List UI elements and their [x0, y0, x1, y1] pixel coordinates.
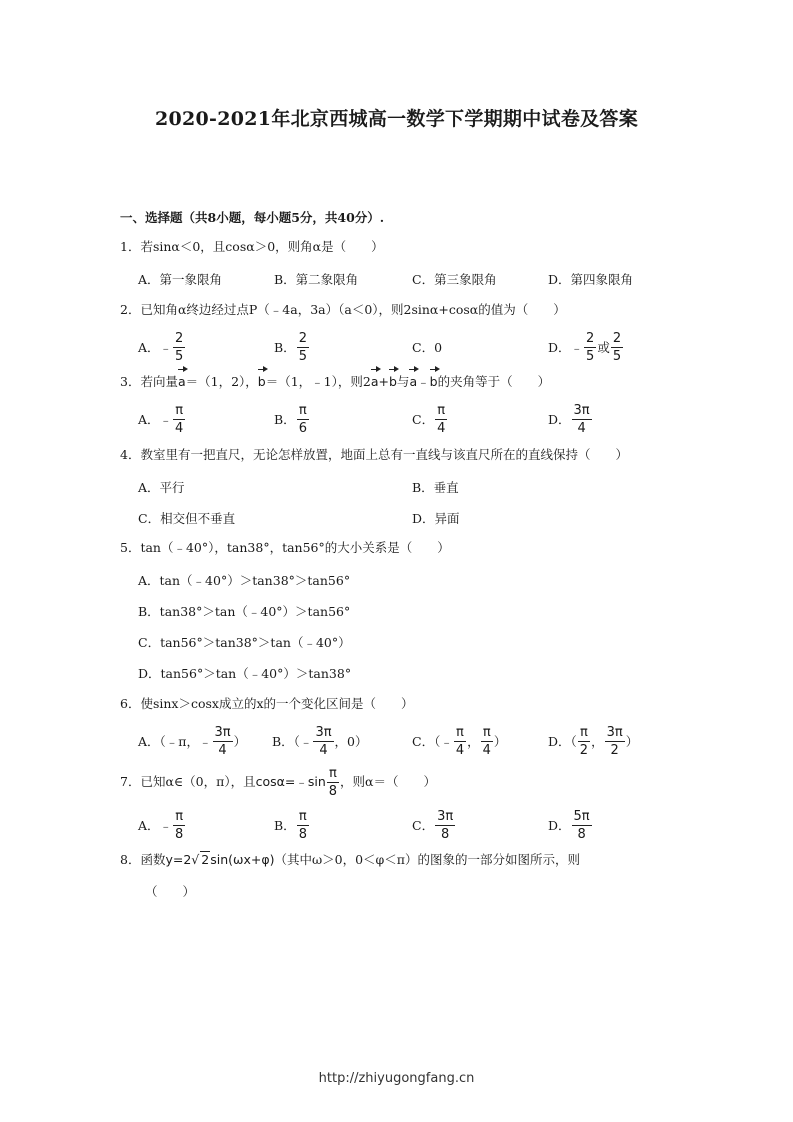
option-a: A．tan（﹣40°）＞tan38°＞tan56° [138, 573, 351, 588]
option-a: A．﹣ $\frac{\pi}{4}$ [138, 402, 184, 436]
option-b: B．（﹣ $\frac{3\pi}{4}$ ，0） [272, 724, 368, 758]
option-d: D．（ $\frac{\pi}{2}$ ， $\frac{3\pi}{2}$ ） [548, 724, 639, 758]
fraction: $\frac{\pi}{8}$ [298, 808, 307, 842]
sqrt-icon: √ [191, 852, 200, 867]
question-8-stem: 8．函数y=2√ 2sin(ωx+φ)（其中ω＞0，0＜φ＜π）的图象的一部分如图所示，则 [120, 852, 581, 867]
option-c: C．第三象限角 [412, 272, 497, 287]
option-b: B． $\frac{\pi}{8}$ [274, 808, 307, 842]
fraction: $\frac{2}{5}$ [298, 330, 307, 364]
vector-a: a [177, 374, 186, 389]
question-1-stem: 1．若sinα＜0，且cosα＞0，则角α是（ ） [120, 239, 384, 254]
option-d: D．异面 [412, 511, 460, 526]
fraction: $\frac{\pi}{4}$ [455, 724, 465, 758]
fraction: $\frac{2}{5}$ [612, 330, 622, 364]
option-b: B． $\frac{2}{5}$ [274, 330, 307, 364]
fraction: $\frac{3\pi}{2}$ [606, 724, 623, 758]
option-d: D．tan56°＞tan（﹣40°）＞tan38° [138, 666, 352, 681]
question-1-options [138, 270, 698, 288]
option-c: C．tan56°＞tan38°＞tan（﹣40°） [138, 635, 351, 650]
fraction: $\frac{\pi}{2}$ [579, 724, 589, 758]
question-4-options-row1 [138, 478, 698, 496]
question-4-options-row2 [138, 509, 698, 527]
option-b: B．垂直 [412, 480, 459, 495]
question-7-options [138, 805, 698, 845]
option-b: B． $\frac{\pi}{6}$ [274, 402, 307, 436]
vector-b: b [388, 374, 397, 389]
question-2-options [138, 327, 698, 367]
question-2-stem: 2．已知角α终边经过点P（﹣4a，3a）（a＜0），则2sinα+cosα的值为（ ） [120, 302, 566, 317]
option-c: C． $\frac{\pi}{4}$ [412, 402, 446, 436]
option-b: B．tan38°＞tan（﹣40°）＞tan56° [138, 604, 351, 619]
option-a: A． ﹣ $\frac{2}{5}$ [138, 330, 184, 364]
question-5-stem: 5．tan（﹣40°），tan38°，tan56°的大小关系是（ ） [120, 540, 450, 555]
option-a: A．（﹣π，﹣ $\frac{3\pi}{4}$ ） [138, 724, 247, 758]
option-d: D．第四象限角 [548, 272, 634, 287]
question-6-options [138, 721, 698, 761]
fraction: $\frac{5\pi}{8}$ [573, 808, 590, 842]
vector-a: a [370, 374, 379, 389]
fraction: $\frac{\pi}{4}$ [175, 402, 184, 436]
footer-url: http://zhiyugongfang.cn [318, 1071, 475, 1086]
fraction: $\frac{\pi}{4}$ [482, 724, 491, 758]
option-c: C．0 [412, 340, 443, 355]
question-6-stem: 6．使sinx＞cosx成立的x的一个变化区间是（ ） [120, 696, 414, 711]
vector-a: a [409, 374, 418, 389]
fraction: $\frac{2}{5}$ [175, 330, 184, 364]
fraction: $\frac{\pi}{4}$ [437, 402, 446, 436]
question-3-stem: 3．若向量a＝（1，2），b＝（1，﹣1），则2a+b与a﹣b的夹角等于（ ） [120, 374, 551, 389]
fraction: $\frac{2}{5}$ [586, 330, 595, 364]
fraction: $\frac{3\pi}{4}$ [214, 724, 231, 758]
fraction: $\frac{3\pi}{8}$ [437, 808, 454, 842]
option-b: B．第二象限角 [274, 272, 359, 287]
option-a: A．平行 [138, 480, 185, 495]
section-heading: 一、选择题（共8小题，每小题5分，共40分）. [120, 210, 385, 225]
page-title: 2020-2021年北京西城高一数学下学期期中试卷及答案 [154, 108, 639, 130]
question-7-stem: 7．已知α∈（0，π），且 cosα =﹣sin $\frac{\pi}{8}$ ，则α＝（ ） [120, 765, 436, 799]
option-a: A．﹣ $\frac{\pi}{8}$ [138, 808, 184, 842]
fraction: $\frac{\pi}{8}$ [328, 765, 338, 799]
option-c: C．相交但不垂直 [138, 511, 236, 526]
question-3-options [138, 399, 698, 439]
fraction: $\frac{\pi}{8}$ [175, 808, 184, 842]
vector-b: b [257, 374, 266, 389]
option-c: C．（﹣ $\frac{\pi}{4}$ ， $\frac{\pi}{4}$ ） [412, 724, 507, 758]
option-d: D． ﹣ $\frac{2}{5}$ 或 $\frac{2}{5}$ [548, 330, 622, 364]
option-d: D． $\frac{3\pi}{4}$ [548, 402, 590, 436]
fraction: $\frac{3\pi}{4}$ [315, 724, 332, 758]
option-c: C． $\frac{3\pi}{8}$ [412, 808, 454, 842]
fraction: $\frac{\pi}{6}$ [298, 402, 307, 436]
vector-b: b [429, 374, 438, 389]
fraction: $\frac{3\pi}{4}$ [573, 402, 590, 436]
question-8-answer-blank: （ ） [145, 884, 196, 899]
question-4-stem: 4．教室里有一把直尺，无论怎样放置，地面上总有一直线与该直尺所在的直线保持（ ） [120, 447, 628, 462]
option-d: D． $\frac{5\pi}{8}$ [548, 808, 590, 842]
option-a: A．第一象限角 [138, 272, 223, 287]
